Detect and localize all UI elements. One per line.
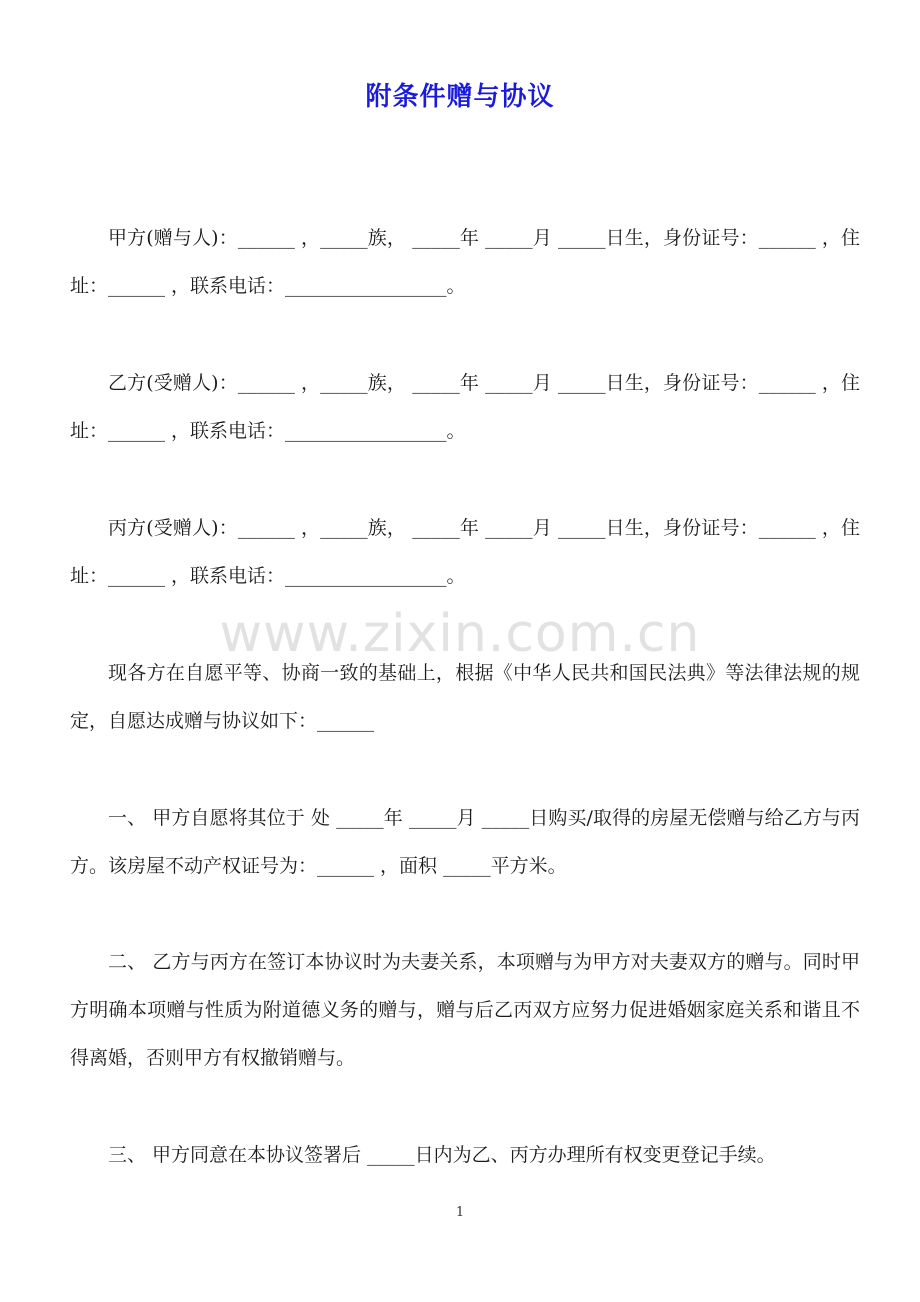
clause-2-paragraph: 二、 乙方与丙方在签订本协议时为夫妻关系，本项赠与为甲方对夫妻双方的赠与。同时甲方明确本项赠与性质为附道德义务的赠与，赠与后乙丙双方应努力促进婚姻家庭关系和谐且不得离婚，否则甲方有权撤销赠与。 (70, 951, 860, 1069)
watermark: www.zixin.com.cn (219, 604, 701, 664)
clause-3-paragraph: 三、 甲方同意在本协议签署后 _____日内为乙、丙方办理所有权变更登记手续。 (108, 1144, 776, 1166)
document-title: 附条件赠与协议 (365, 82, 555, 112)
preamble-paragraph: 现各方在自愿平等、协商一致的基础上，根据《中华人民共和国民法典》等法律法规的规定，自愿达成赠与协议如下：______ (70, 662, 860, 732)
page-number: 1 (455, 1205, 465, 1220)
party-c-paragraph: 丙方(受赠人)：______ ，_____族， _____年 _____月 _____日生，身份证号：______ ，住址：______ ，联系电话：_________________。 (70, 517, 860, 587)
party-b-paragraph: 乙方(受赠人)：______ ，_____族， _____年 _____月 _____日生，身份证号：______ ，住址：______ ，联系电话：_________________。 (70, 372, 860, 442)
clause-1-paragraph: 一、 甲方自愿将其位于 处 _____年 _____月 _____日购买/取得的房屋无偿赠与给乙方与丙方。该房屋不动产权证号为：______ ，面积 _____平方米。 (70, 807, 860, 877)
party-a-paragraph: 甲方(赠与人)：______ ，_____族， _____年 _____月 _____日生，身份证号：______ ，住址：______ ，联系电话：_________________。 (70, 227, 860, 297)
